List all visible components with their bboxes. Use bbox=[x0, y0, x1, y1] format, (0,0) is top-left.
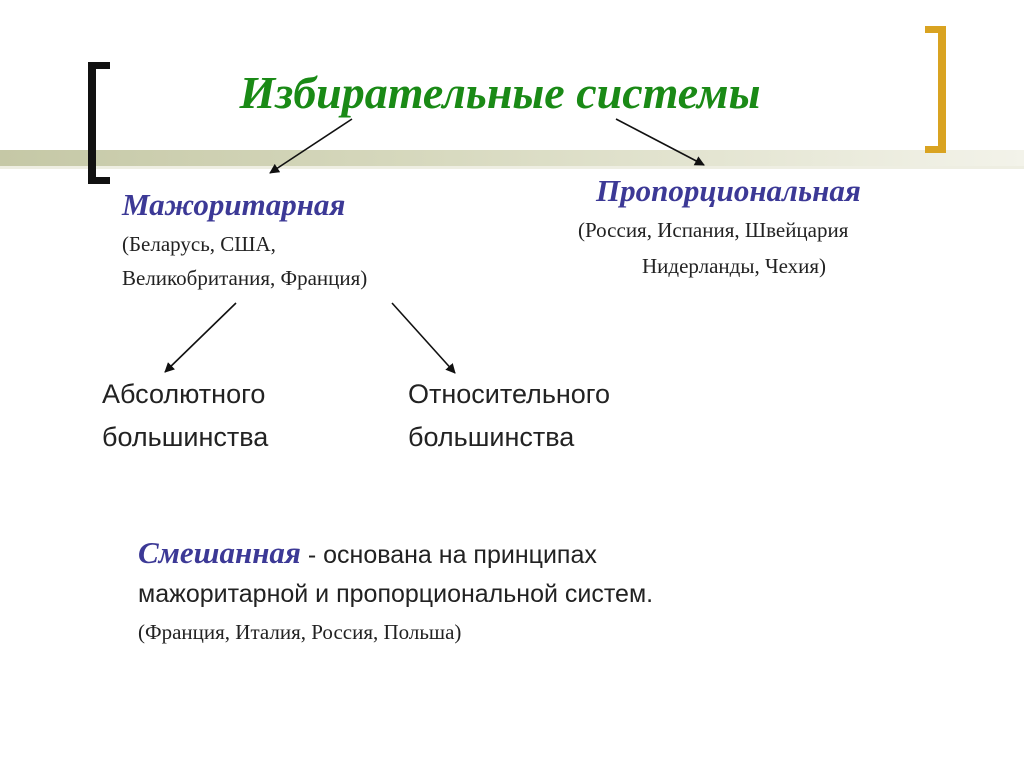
mixed-desc-line1: - основана на принципах bbox=[300, 541, 597, 569]
mixed-heading: Смешанная bbox=[138, 535, 301, 570]
relative-line2: большинства bbox=[408, 422, 575, 452]
arrow-to-majoritarian bbox=[270, 119, 352, 173]
relative-line1: Относительного bbox=[408, 379, 611, 409]
slide-title: Избирательные системы bbox=[239, 67, 761, 118]
arrow-to-absolute bbox=[165, 303, 236, 372]
majoritarian-heading: Мажоритарная bbox=[122, 187, 346, 222]
mixed-desc-line2: мажоритарной и пропорциональной систем. bbox=[138, 580, 654, 608]
majoritarian-countries-line2: Великобритания, Франция) bbox=[122, 266, 368, 290]
proportional-countries-line2: Нидерланды, Чехия) bbox=[642, 254, 827, 278]
mixed-countries: (Франция, Италия, Россия, Польша) bbox=[138, 620, 462, 644]
arrow-to-relative bbox=[392, 303, 455, 373]
absolute-line1: Абсолютного bbox=[102, 379, 266, 409]
proportional-countries-line1: (Россия, Испания, Швейцария bbox=[578, 218, 849, 242]
arrow-to-proportional bbox=[616, 119, 704, 165]
absolute-line2: большинства bbox=[102, 422, 269, 452]
proportional-heading: Пропорциональная bbox=[596, 173, 861, 208]
majoritarian-countries-line1: (Беларусь, США, bbox=[122, 232, 276, 256]
mixed-line1 bbox=[138, 535, 597, 571]
